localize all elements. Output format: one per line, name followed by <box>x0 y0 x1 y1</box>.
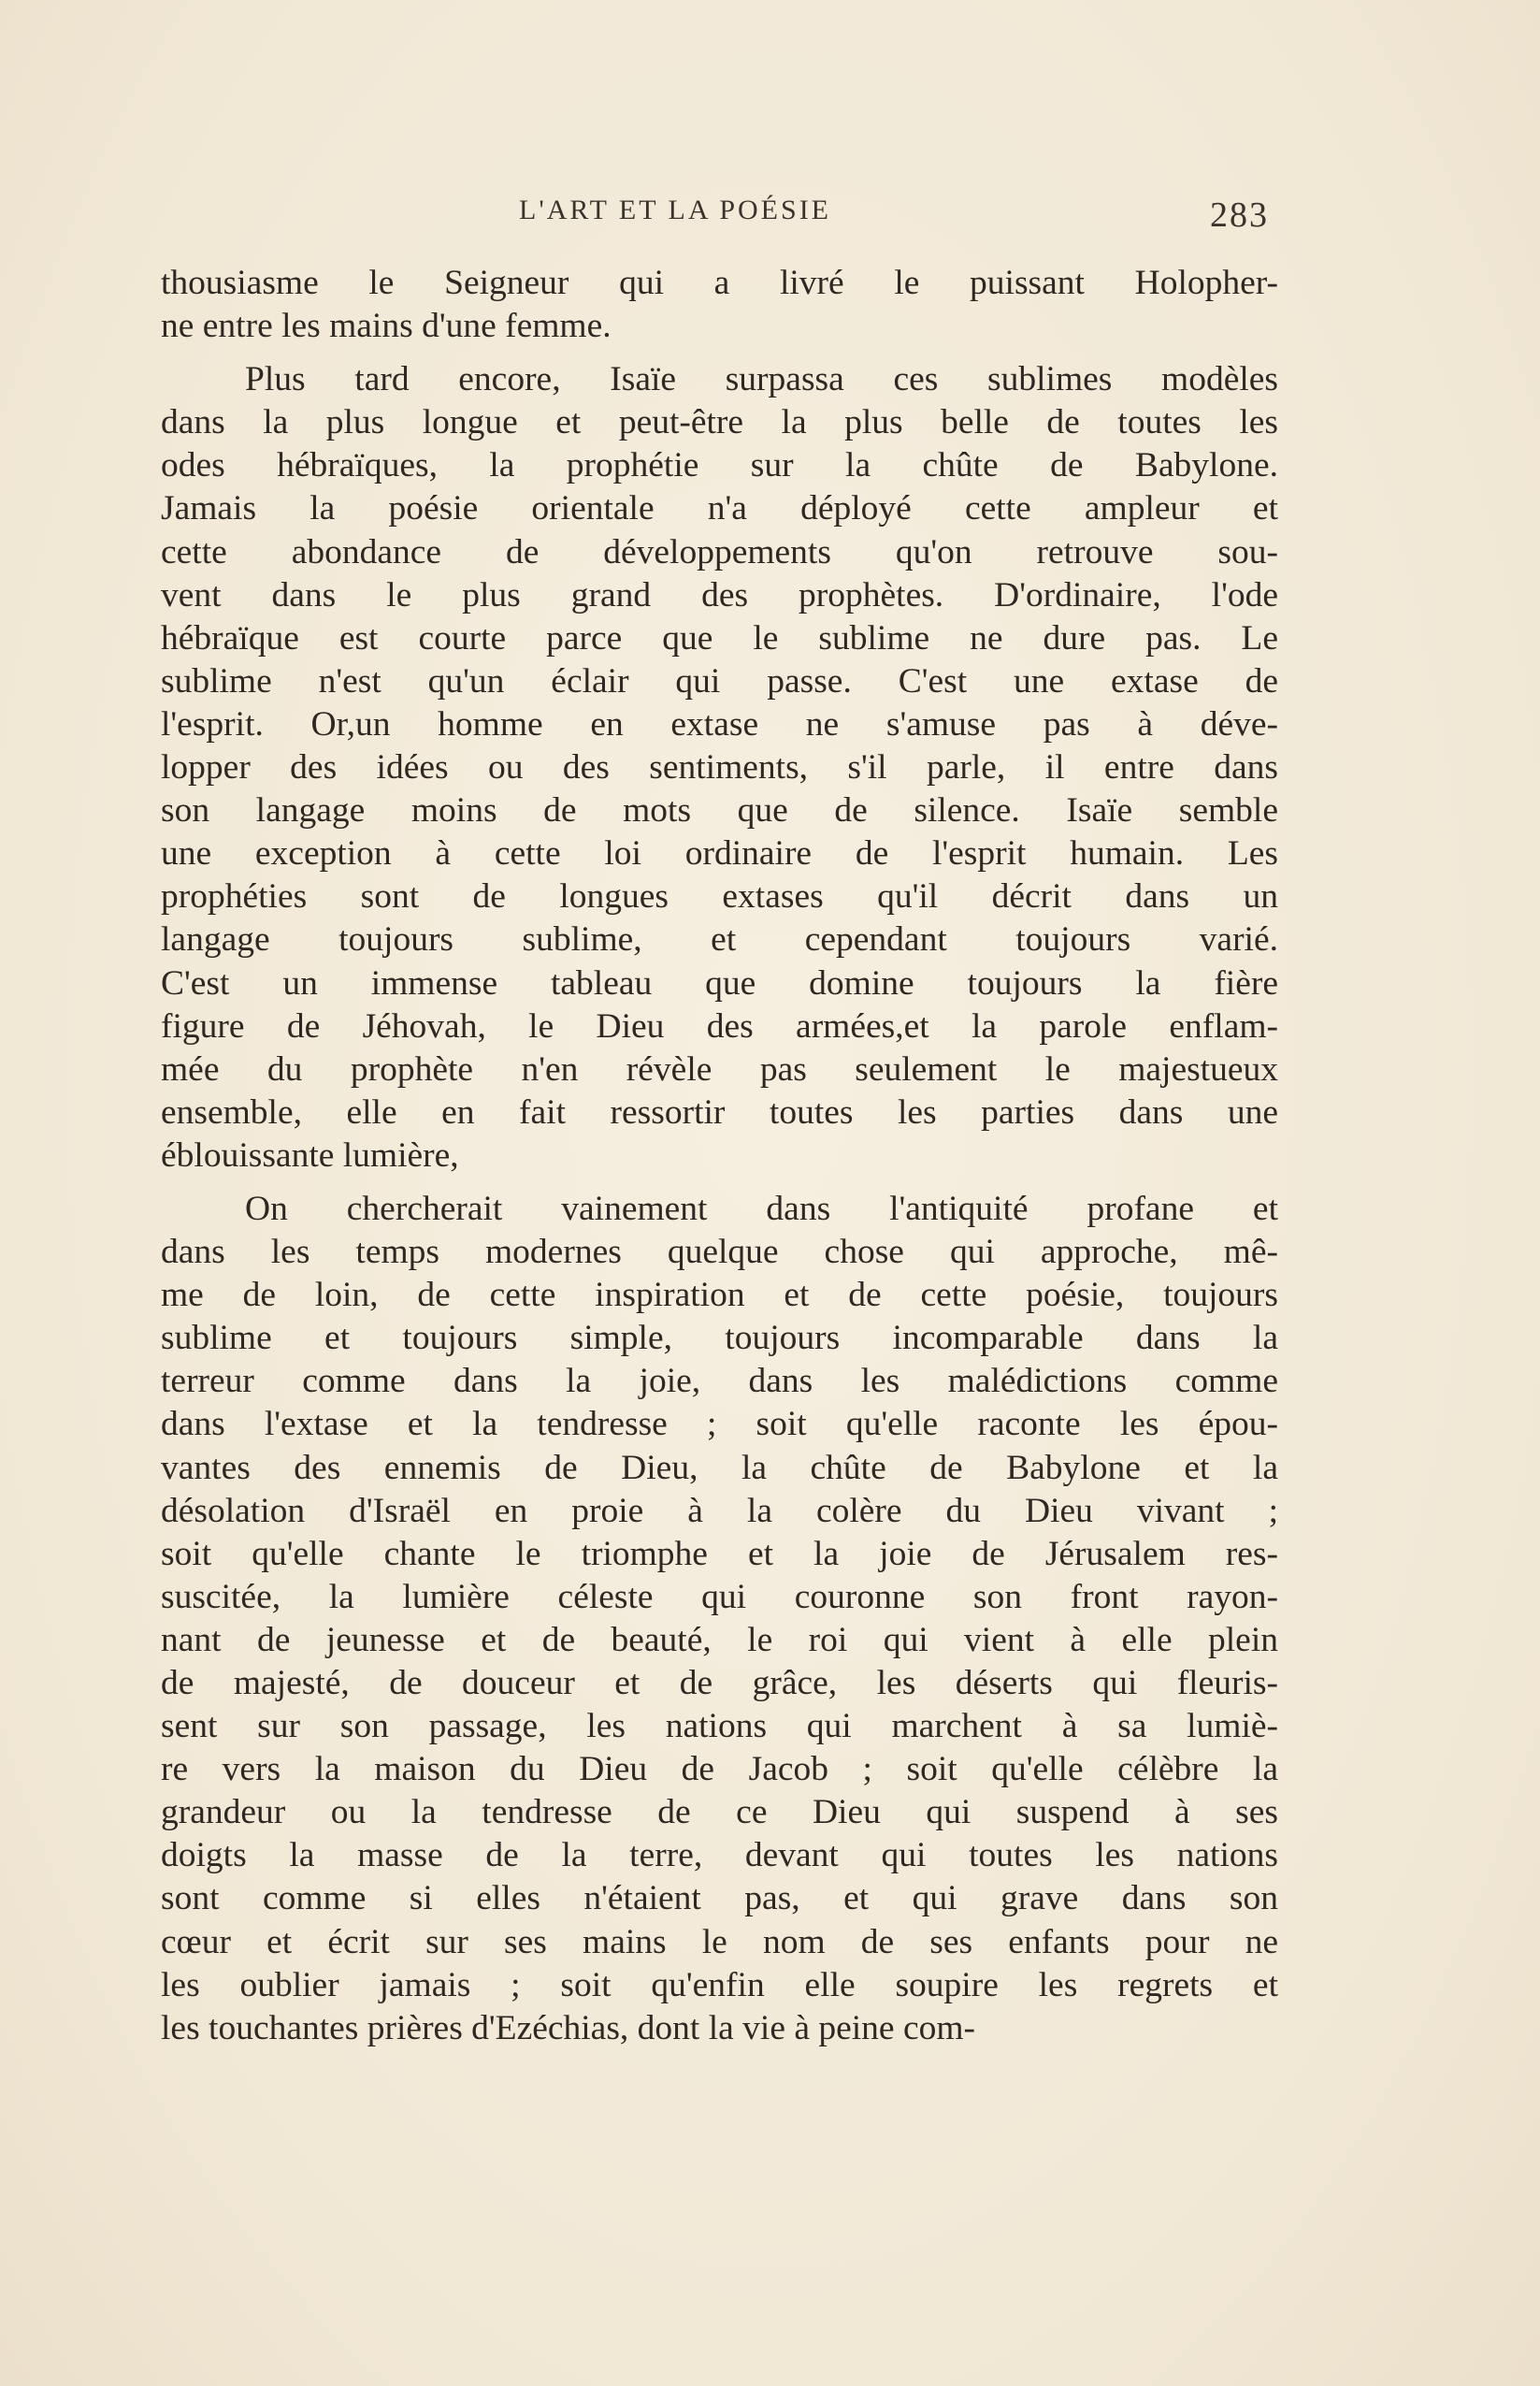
text-line: les touchantes prières d'Ezéchias, dont la vie à peine com- <box>161 2008 975 2047</box>
paragraph <box>161 262 1278 348</box>
text-line: Plus tard encore, Isaïe surpassa ces sublimes modèles <box>245 360 1278 399</box>
text-line: sont comme si elles n'étaient pas, et qui grave dans son <box>161 1879 1278 1918</box>
text-line: suscitée, la lumière céleste qui couronne son front rayon- <box>161 1577 1278 1616</box>
text-line: ensemble, elle en fait ressortir toutes les parties dans une <box>161 1092 1278 1132</box>
text-line: langage toujours sublime, et cependant toujours varié. <box>161 920 1278 960</box>
text-line: une exception à cette loi ordinaire de l'esprit humain. Les <box>161 834 1278 874</box>
text-line: C'est un immense tableau que domine toujours la fière <box>161 963 1278 1003</box>
text-line: de majesté, de douceur et de grâce, les déserts qui fleuris- <box>161 1664 1278 1702</box>
running-head-title: L'ART ET LA POÉSIE <box>519 195 832 225</box>
text-line: nant de jeunesse et de beauté, le roi qui vient à elle plein <box>161 1620 1278 1659</box>
text-line: sublime et toujours simple, toujours incomparable dans la <box>161 1319 1278 1358</box>
text-line: On chercherait vainement dans l'antiquité profane et <box>245 1189 1278 1228</box>
text-line: soit qu'elle chante le triomphe et la joie de Jérusalem res- <box>161 1534 1278 1573</box>
text-line: figure de Jéhovah, le Dieu des armées,et la parole enflam- <box>161 1006 1278 1046</box>
text-line: lopper des idées ou des sentiments, s'il parle, il entre dans <box>161 748 1278 788</box>
text-line: mée du prophète n'en révèle pas seulement le majestueux <box>161 1049 1278 1089</box>
text-line: thousiasme le Seigneur qui a livré le puissant Holopher- <box>161 264 1278 302</box>
text-line: re vers la maison du Dieu de Jacob ; soit qu'elle célèbre la <box>161 1750 1278 1789</box>
text-line: Jamais la poésie orientale n'a déployé cette ampleur et <box>161 489 1278 528</box>
text-line: terreur comme dans la joie, dans les malédictions comme <box>161 1362 1278 1401</box>
text-line: son langage moins de mots que de silence. Isaïe semble <box>161 791 1278 831</box>
text-line: dans les temps modernes quelque chose qui approche, mê- <box>161 1233 1278 1272</box>
paragraph <box>161 358 1278 1178</box>
body-text <box>161 262 1278 2050</box>
running-head <box>161 195 1283 251</box>
text-line: les oublier jamais ; soit qu'enfin elle soupire les regrets et <box>161 1965 1278 2004</box>
text-line: ne entre les mains d'une femme. <box>161 307 612 346</box>
page-number: 283 <box>1210 195 1269 235</box>
text-line: vantes des ennemis de Dieu, la chûte de Babylone et la <box>161 1448 1278 1487</box>
text-line: sent sur son passage, les nations qui marchent à sa lumiè- <box>161 1707 1278 1746</box>
text-line: désolation d'Israël en proie à la colère du Dieu vivant ; <box>161 1491 1278 1530</box>
text-line: éblouissante lumière, <box>161 1135 459 1175</box>
text-line: vent dans le plus grand des prophètes. D'ordinaire, l'ode <box>161 575 1278 615</box>
text-line: dans la plus longue et peut-être la plus belle de toutes les <box>161 403 1278 442</box>
text-line: dans l'extase et la tendresse ; soit qu'elle raconte les épou- <box>161 1405 1278 1444</box>
text-line: hébraïque est courte parce que le sublime ne dure pas. Le <box>161 618 1278 658</box>
text-line: me de loin, de cette inspiration et de cette poésie, toujours <box>161 1276 1278 1315</box>
text-line: doigts la masse de la terre, devant qui toutes les nations <box>161 1836 1278 1875</box>
text-line: cette abondance de développements qu'on retrouve sou- <box>161 532 1278 571</box>
text-line: cœur et écrit sur ses mains le nom de ses enfants pour ne <box>161 1922 1278 1961</box>
paragraph <box>161 1188 1278 2050</box>
text-line: prophéties sont de longues extases qu'il décrit dans un <box>161 877 1278 917</box>
text-line: grandeur ou la tendresse de ce Dieu qui suspend à ses <box>161 1793 1278 1832</box>
text-line: sublime n'est qu'un éclair qui passe. C'est une extase de <box>161 661 1278 701</box>
text-line: l'esprit. Or,un homme en extase ne s'amuse pas à déve- <box>161 704 1278 744</box>
text-line: odes hébraïques, la prophétie sur la chûte de Babylone. <box>161 446 1278 485</box>
